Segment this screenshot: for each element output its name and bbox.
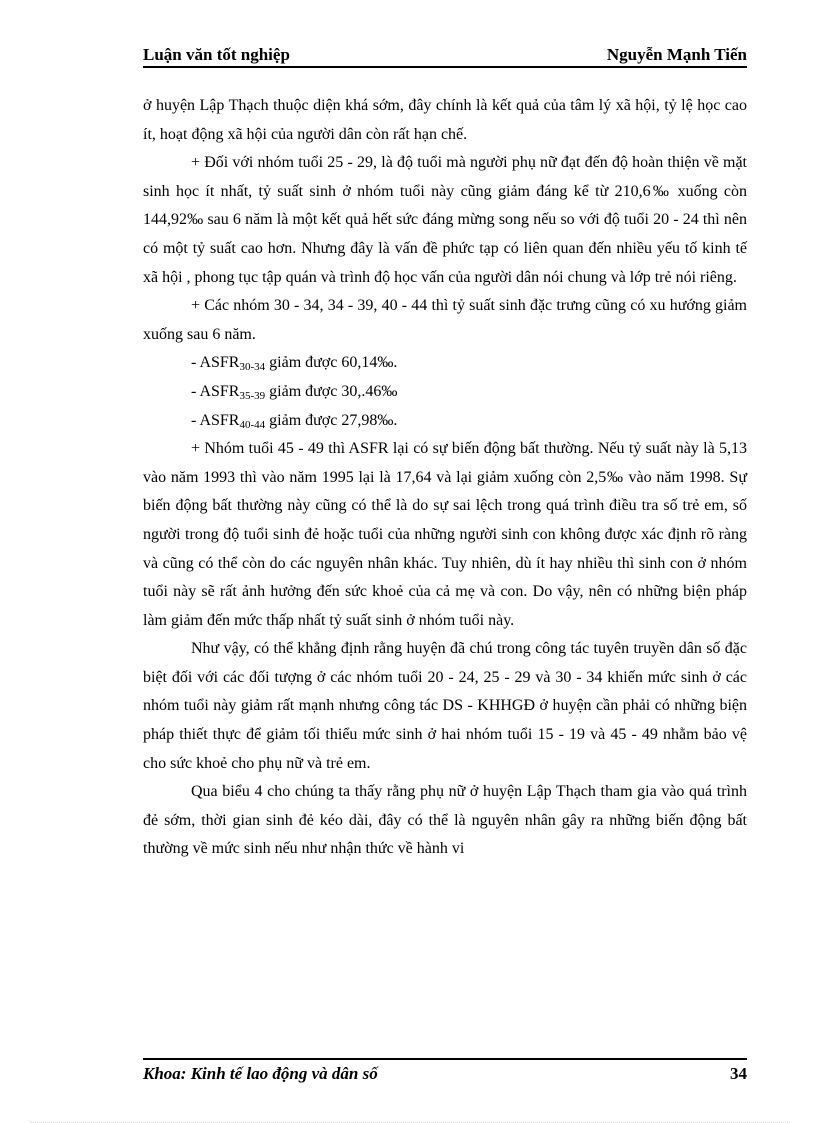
paragraph: Như vậy, có thể khẳng định rằng huyện đã chú trong công tác tuyên truyền dân số đặc biệt đối với các đối tượng ở các nhóm tuổi 20 - 24, 25 - 29 và 30 - 34 khiến mức sinh ở các nhóm tuổi này giảm rất mạnh nhưng công tác DS - KHHGĐ ở huyện cần phải có những biện pháp thiết thực để giảm tối thiểu mức sinh ở hai nhóm tuổi 15 - 19 và 45 - 49 nhằm bảo vệ cho sức khoẻ cho phụ nữ và trẻ em. [143, 640, 747, 772]
paragraph: Qua biểu 4 cho chúng ta thấy rằng phụ nữ ở huyện Lập Thạch tham gia vào quá trình đẻ sớm, thời gian sinh đẻ kéo dài, đây có thể là nguyên nhân gây ra những biến động bất thường về mức sinh nếu như nhận thức về hành vi [143, 783, 747, 858]
page-footer [143, 1058, 747, 1086]
list-item: - $ASFR_{30-34}$ giảm được 60,14‰. [191, 354, 398, 374]
list-item: - $ASFR_{40-44}$ giảm được 27,98‰. [191, 411, 398, 431]
page-header [143, 44, 747, 68]
paragraph: ở huyện Lập Thạch thuộc diện khá sớm, đây chính là kết quả của tâm lý xã hội, tỷ lệ học cao ít, hoạt động xã hội của người dân còn rất hạn chế. [143, 97, 747, 143]
list-item: - $ASFR_{35-39}$ giảm được 30,.46‰ [191, 382, 398, 402]
body-text [143, 92, 747, 864]
footer-faculty-label: Khoa: Kinh tế lao động và dân số [143, 1064, 378, 1083]
page-number: 34 [730, 1064, 747, 1083]
header-thesis-label: Luận văn tốt nghiệp [143, 45, 290, 64]
paragraph: + Các nhóm 30 - 34, 34 - 39, 40 - 44 thì tỷ suất sinh đặc trưng cũng có xu hướng giảm xuống sau 6 năm. [143, 297, 747, 343]
paragraph: + Nhóm tuổi 45 - 49 thì ASFR lại có sự biến động bất thường. Nếu tỷ suất này là 5,13 vào năm 1993 thì vào năm 1995 lại là 17,64 và lại giảm xuống còn 2,5‰ vào năm 1998. Sự biến động bất thường này cũng có thể là do sự sai lệch trong quá trình điều tra số trẻ em, số người trong độ tuổi sinh đẻ hoặc tuổi của những người sinh con không được xác định rõ ràng và cũng có thể còn do các nguyên nhân khác. Tuy nhiên, dù ít hay nhiều thì sinh con ở nhóm tuổi này sẽ rất ảnh hưởng đến sức khoẻ của cả mẹ và con. Do vậy, nên có những biện pháp làm giảm đến mức thấp nhất tỷ suất sinh ở nhóm tuổi này. [143, 440, 747, 629]
paragraph: + Đối với nhóm tuổi 25 - 29, là độ tuổi mà người phụ nữ đạt đến độ hoàn thiện về mặt sinh học ít nhất, tỷ suất sinh ở nhóm tuổi này cũng giảm đáng kể từ 210,6‰ xuống còn 144,92‰ sau 6 năm là một kết quả hết sức đáng mừng song nếu so với độ tuổi 20 - 24 thì nên có một tỷ suất cao hơn. Nhưng đây là vấn đề phức tạp có liên quan đến nhiều yếu tố kinh tế xã hội , phong tục tập quán và trình độ học vấn của người dân nói chung và lớp trẻ nói riêng. [143, 154, 747, 286]
header-author-name: Nguyễn Mạnh Tiến [606, 45, 747, 64]
